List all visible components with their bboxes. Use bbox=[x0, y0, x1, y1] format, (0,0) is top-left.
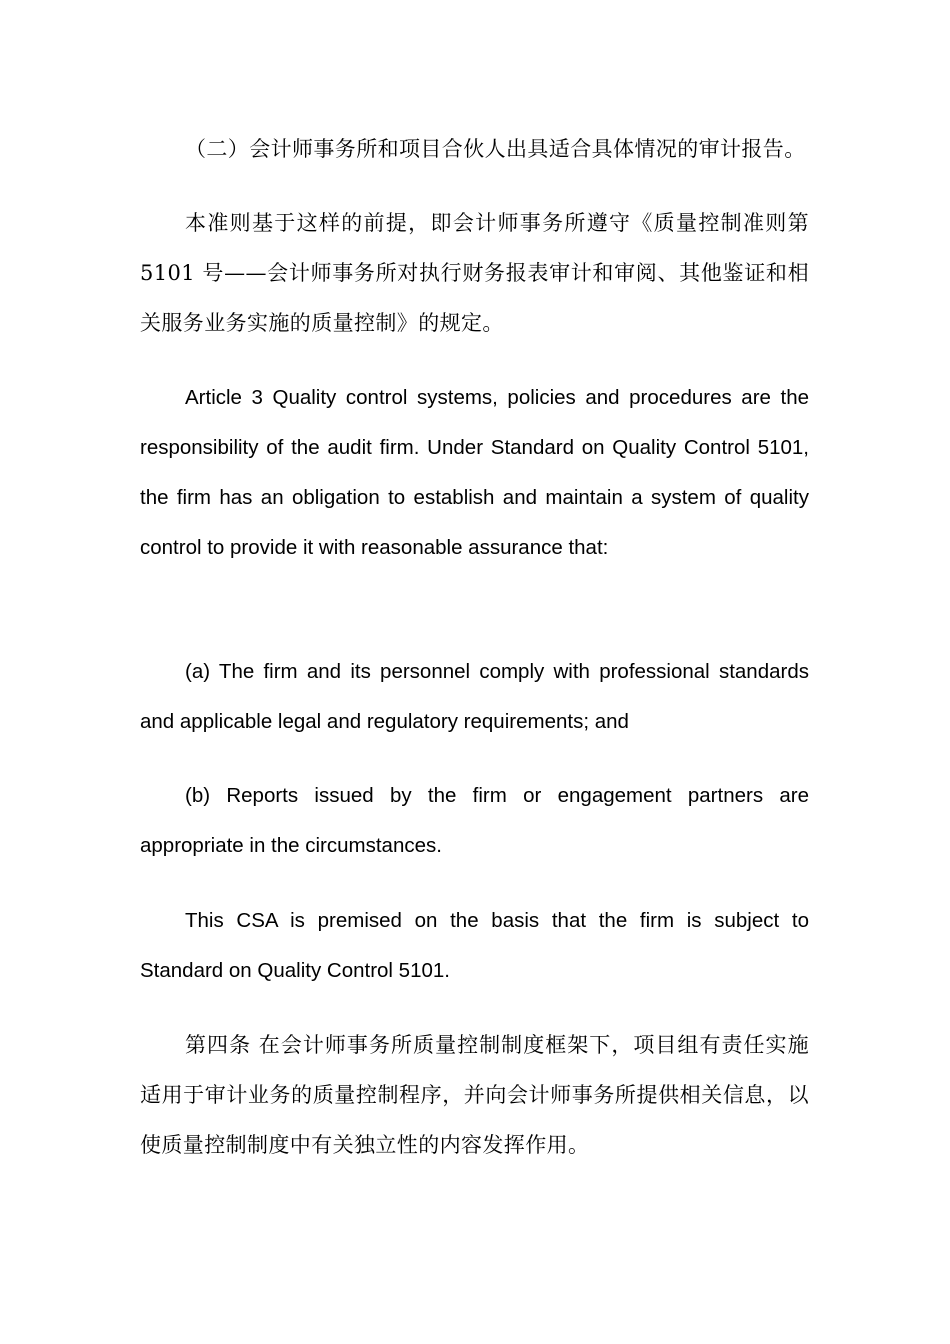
paragraph-item-a: (a) The firm and its personnel comply with professional standards and applicable legal and regulatory requirements; and bbox=[140, 660, 809, 733]
paragraph-quality-report: （二）会计师事务所和项目合伙人出具适合具体情况的审计报告。 bbox=[185, 137, 806, 161]
paragraph-item-b: (b) Reports issued by the firm or engagement partners are appropriate in the circumstances. bbox=[140, 784, 809, 857]
paragraph-article-4: 第四条 在会计师事务所质量控制制度框架下，项目组有责任实施适用于审计业务的质量控制程序，并向会计师事务所提供相关信息，以使质量控制制度中有关独立性的内容发挥作用。 bbox=[140, 1033, 809, 1157]
paragraph-article-3: Article 3 Quality control systems, policies and procedures are the responsibility of the audit firm. Under Standard on Quality Control 5101, the firm has an obligation to establish and maintain a system of quality control to provide it with reasonable assurance that: bbox=[140, 386, 809, 559]
paragraph-premise-en: This CSA is premised on the basis that the firm is subject to Standard on Quality Control 5101. bbox=[140, 909, 809, 982]
paragraph-premise-cn: 本准则基于这样的前提，即会计师事务所遵守《质量控制准则第 5101 号——会计师事务所对执行财务报表审计和审阅、其他鉴证和相关服务业务实施的质量控制》的规定。 bbox=[140, 211, 809, 335]
